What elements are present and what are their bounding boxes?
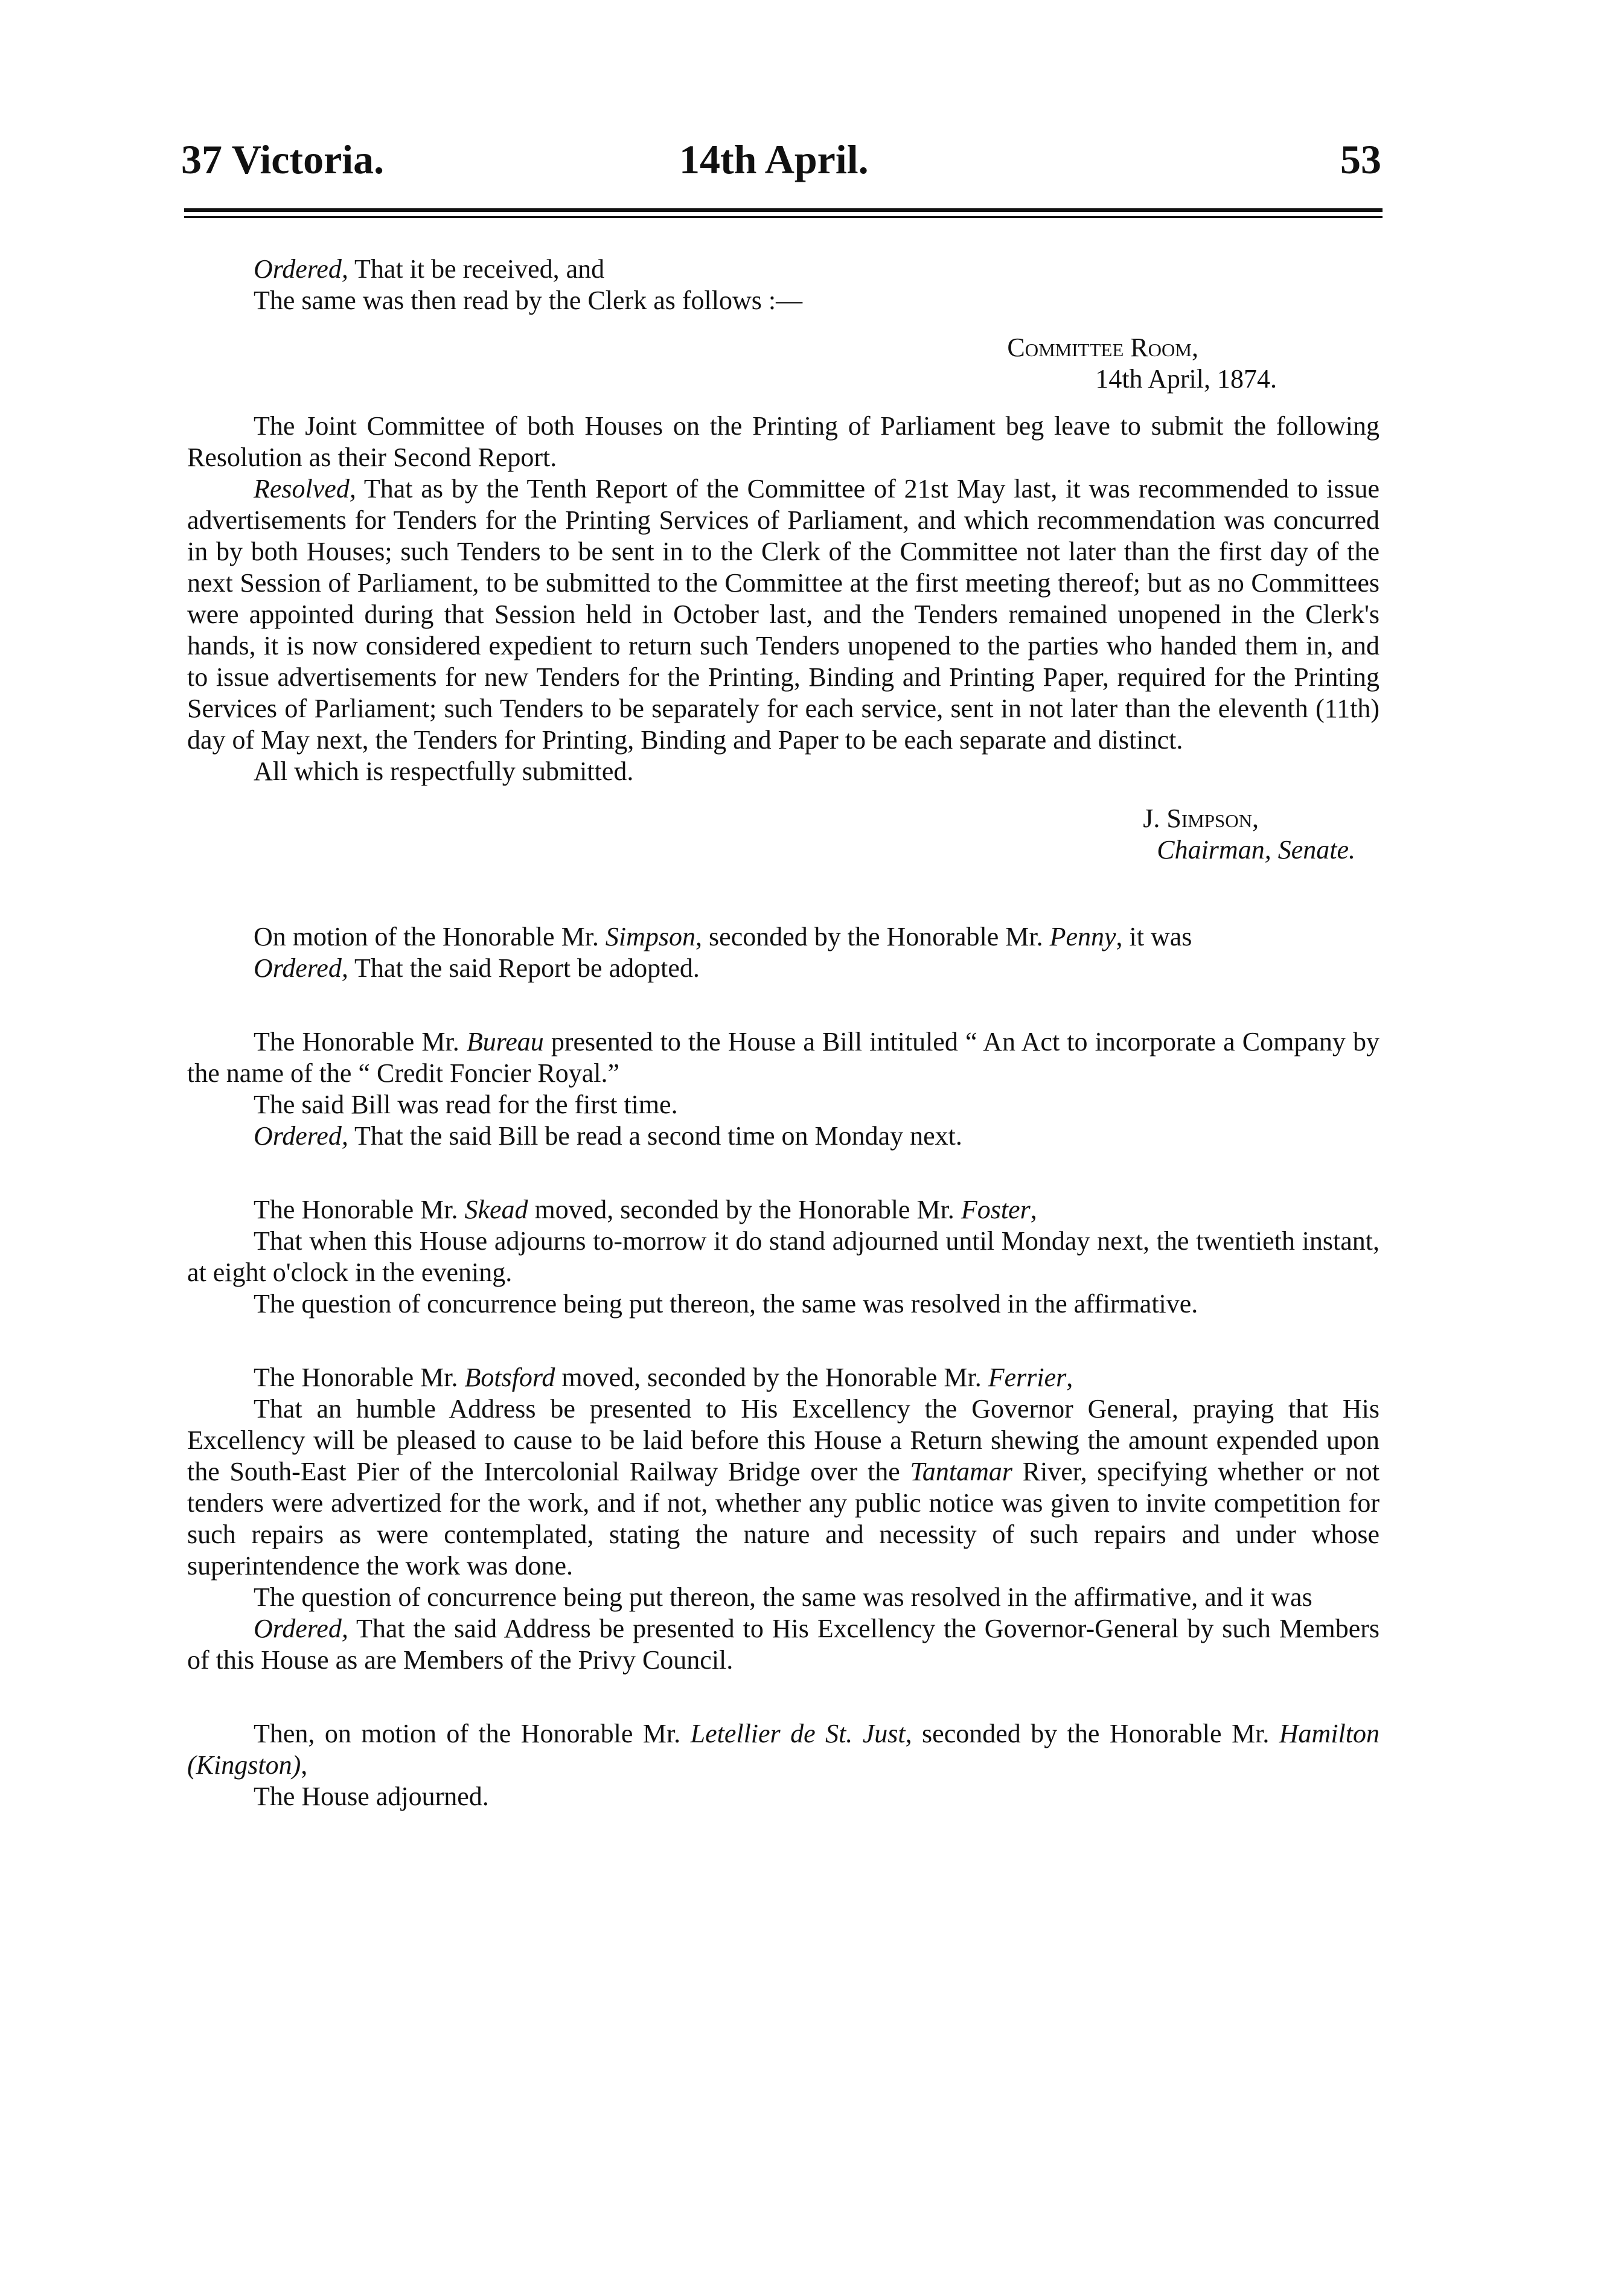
page-number: 53 [1340,136,1381,182]
running-head-date: 14th April. [679,136,869,182]
bill-first-reading: The said Bill was read for the first time. [254,1090,678,1119]
order-label: Ordered, [254,254,348,284]
order-text: That it be received, and [348,254,605,284]
signature-title: Chairman, Senate. [1157,835,1355,865]
adjournment-result: The question of concurrence being put thereon, the same was resolved in the affirmative. [254,1289,1198,1319]
header-rule-thin [184,216,1383,218]
motion-botsford: The Honorable Mr. Botsford moved, seconded by the Honorable Mr. Ferrier, [254,1363,1073,1392]
house-adjourned: The House adjourned. [254,1782,489,1811]
resolved-label: Resolved, [254,474,356,504]
order-address-presented: Ordered, That the said Address be presented to His Excellency the Governor-General by such Members of this House as are Members of the Privy Council. [187,1614,1379,1675]
motion-skead: The Honorable Mr. Skead moved, seconded by the Honorable Mr. Foster, [254,1195,1037,1224]
resolution-text: That as by the Tenth Report of the Committee of 21st May last, it was recommended to issue advertisements for Tenders for the Printing Services of Parliament, and which recommendation was concurred in by both Houses; such Tenders to be sent in to the Clerk of the Committee not later than the first day of the next Session of Parliament, to be submitted to the Committee at the first meeting thereof; but as no Committees were appointed during that Session held in October last, and the Tenders remained unopened in the Clerk's hands, it is now considered expedient to return such Tenders unopened to the parties who handed them in, and to issue advertisements for new Tenders for the Printing, Binding and Printing Paper, required for the Printing Services of Parliament; such Tenders to be separately for each service, sent in not later than the eleventh (11th) day of May next, the Tenders for Printing, Binding and Paper to be each separate and distinct. [187,474,1379,755]
order-received [187,254,1379,285]
bill-presented: The Honorable Mr. Bureau presented to the House a Bill intituled “ An Act to incorporate a Company by the name of the “ Credit Foncier Royal.” [187,1027,1379,1088]
address-result: The question of concurrence being put thereon, the same was resolved in the affirmative, and it was [254,1582,1312,1612]
order-second-reading: Ordered, That the said Bill be read a second time on Monday next. [254,1121,962,1151]
report-dateline [187,332,1379,395]
report-resolution [187,473,1379,756]
order-report-adopted: Ordered, That the said Report be adopted. [254,953,700,983]
dateline-date: 14th April, 1874. [1095,364,1277,394]
journal-body [187,254,1379,1812]
report-closing: All which is respectfully submitted. [254,756,634,786]
running-head-volume: 37 Victoria. [181,136,385,182]
motion-simpson: On motion of the Honorable Mr. Simpson, seconded by the Honorable Mr. Penny, it was [254,922,1192,951]
adjournment-resolution: That when this House adjourns to-morrow it do stand adjourned until Monday next, the twentieth instant, at eight o'clock in the evening. [187,1226,1379,1287]
signature-name: J. Simpson, [1143,804,1259,833]
report-intro: The Joint Committee of both Houses on the Printing of Parliament beg leave to submit the following Resolution as their Second Report. [187,411,1379,472]
motion-adjourn: Then, on motion of the Honorable Mr. Letellier de St. Just, seconded by the Honorable Mr. Hamilton (Kingston), [187,1719,1379,1780]
address-resolution: That an humble Address be presented to His Excellency the Governor General, praying that His Excellency will be pleased to cause to be laid before this House a Return shewing the amount expended upon the South-East Pier of the Intercolonial Railway Bridge over the Tantamar River, specifying whether or not tenders were advertized for the work, and if not, whether any public notice was given to invite competition for such repairs as were contemplated, stating the nature and necessity of such repairs and under whose superintendence the work was done. [187,1394,1379,1581]
header-rule-thick [184,208,1383,212]
dateline-place: Committee Room, [1007,333,1198,362]
report-signature [187,803,1379,866]
clerk-read: The same was then read by the Clerk as follows :— [254,286,803,315]
